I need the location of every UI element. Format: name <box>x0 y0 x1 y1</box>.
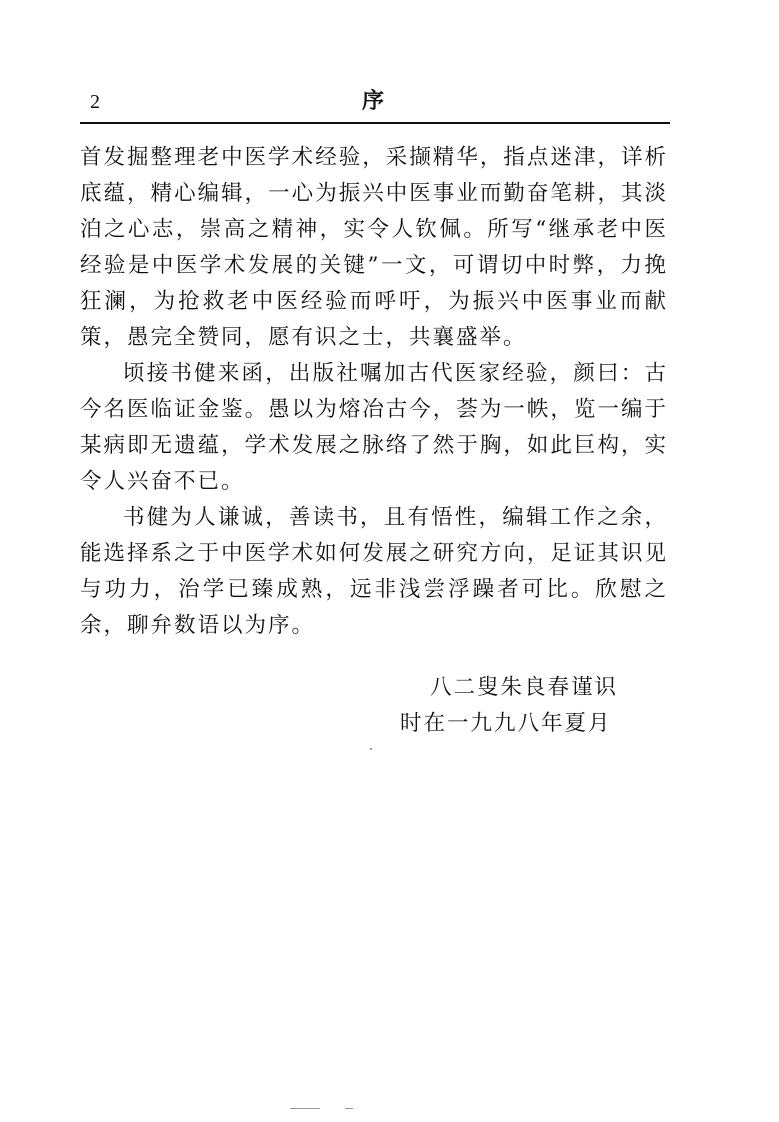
signature-author: 八二叟朱良春谨识 <box>430 675 619 700</box>
paragraph-3: 书健为人谦诚，善读书，且有悟性，编辑工作之余，能选择系之于中医学术如何发展之研究方向，足证其识见与功力，治学已臻成熟，远非浅尝浮躁者可比。欣慰之余，聊弁数语以为序。 <box>80 505 668 638</box>
page-title: 序 <box>362 88 385 114</box>
paragraph-1: 首发掘整理老中医学术经验，采撷精华，指点迷津，详析底蕴，精心编辑，一心为振兴中医事业而勤奋笔耕，其淡泊之心志，崇高之精神，实令人钦佩。所写“继承老中医经验是中医学术发展的关键”一文，可谓切中时弊，力挽狂澜，为抢救老中医经验而呼吁，为振兴中医事业而献策，愚完全赞同，愿有识之士，共襄盛举。 <box>80 145 668 350</box>
header-rule <box>80 122 670 124</box>
signature-block <box>400 670 618 742</box>
scan-speck <box>290 1108 320 1109</box>
scan-speck <box>370 748 372 750</box>
scan-speck <box>345 1108 353 1109</box>
paragraph-2: 顷接书健来函，出版社嘱加古代医家经验，颜曰：古今名医临证金鉴。愚以为熔冶古今，荟为一帙，览一编于某病即无遗蕴，学术发展之脉络了然于胸，如此巨构，实令人兴奋不已。 <box>80 361 668 494</box>
signature-date: 时在一九九八年夏月 <box>400 711 612 736</box>
page-number: 2 <box>90 91 100 113</box>
body-text <box>80 140 668 644</box>
